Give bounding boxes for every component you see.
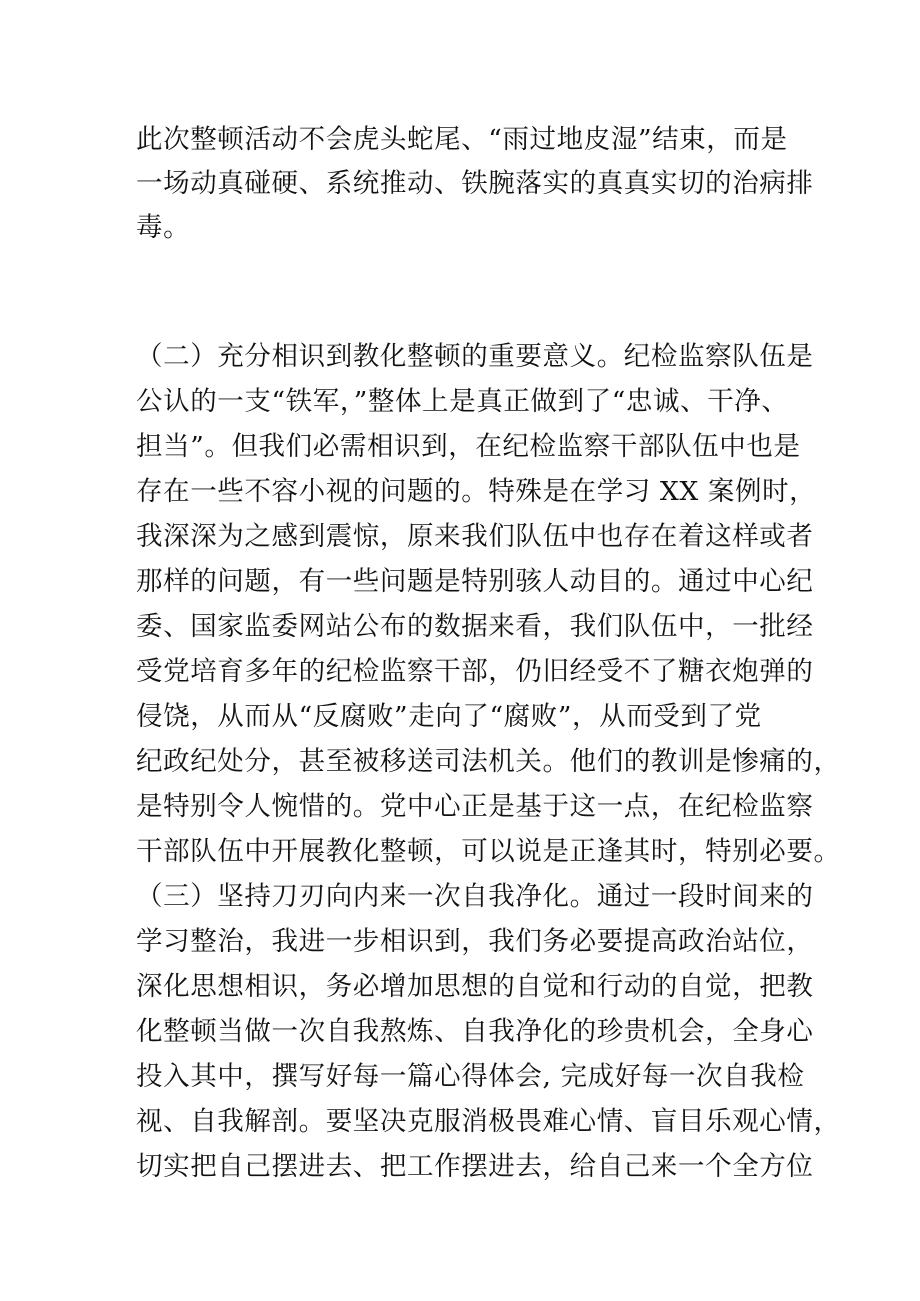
paragraph-2-line-5: 我深深为之感到震惊，原来我们队伍中也存在着这样或者 <box>136 521 814 552</box>
paragraph-3-line-6: 视、自我解剖。要坚决克服消极畏难心情、盲目乐观心情， <box>136 1106 841 1137</box>
paragraph-2-line-4: 存在一些不容小视的问题的。特殊是在学习 XX 案例时， <box>136 476 817 507</box>
paragraph-2-line-6: 那样的问题，有一些问题是特别骇人动目的。通过中心纪 <box>136 566 814 597</box>
paragraph-2-line-7: 委、国家监委网站公布的数据来看，我们队伍中，一批经 <box>136 611 814 642</box>
paragraph-2-line-2: 公认的一支“铁军，”整体上是真正做到了“忠诚、干净、 <box>136 386 789 417</box>
paragraph-1-line-2: 一场动真碰硬、系统推动、铁腕落实的真真实切的治病排 <box>136 168 814 199</box>
paragraph-2-line-10: 纪政纪处分，甚至被移送司法机关。他们的教训是惨痛的， <box>136 746 841 777</box>
paragraph-3-line-5: 投入其中，撰写好每一篇心得体会, 完成好每一次自我检 <box>136 1061 805 1092</box>
paragraph-2-line-11: 是特别令人惋惜的。党中心正是基于这一点，在纪检监察 <box>136 791 814 822</box>
paragraph-1-line-3: 毒。 <box>136 212 191 243</box>
paragraph-3-line-7: 切实把自己摆进去、把工作摆进去，给自己来一个全方位 <box>136 1151 814 1182</box>
paragraph-3-line-1: （三）坚持刀刃向内来一次自我净化。通过一段时间来的 <box>136 881 814 912</box>
paragraph-3-line-4: 化整顿当做一次自我熬炼、自我净化的珍贵机会，全身心 <box>136 1016 814 1047</box>
paragraph-2-line-1: （二）充分相识到教化整顿的重要意义。纪检监察队伍是 <box>136 341 814 372</box>
paragraph-3-line-2: 学习整治，我进一步相识到，我们务必要提高政治站位， <box>136 926 814 957</box>
paragraph-2-line-8: 受党培育多年的纪检监察干部，仍旧经受不了糖衣炮弹的 <box>136 656 814 687</box>
paragraph-2-line-9: 侵饶，从而从“反腐败”走向了“腐败”，从而受到了党 <box>136 701 762 732</box>
paragraph-2-line-12: 干部队伍中开展教化整顿，可以说是正逢其时，特别必要。 <box>136 836 841 867</box>
paragraph-1-line-1: 此次整顿活动不会虎头蛇尾、“雨过地皮湿”结束，而是 <box>136 124 788 155</box>
paragraph-3-line-3: 深化思想相识，务必增加思想的自觉和行动的自觉，把教 <box>136 971 814 1002</box>
paragraph-2-line-3: 担当”。但我们必需相识到，在纪检监察干部队伍中也是 <box>136 431 801 462</box>
